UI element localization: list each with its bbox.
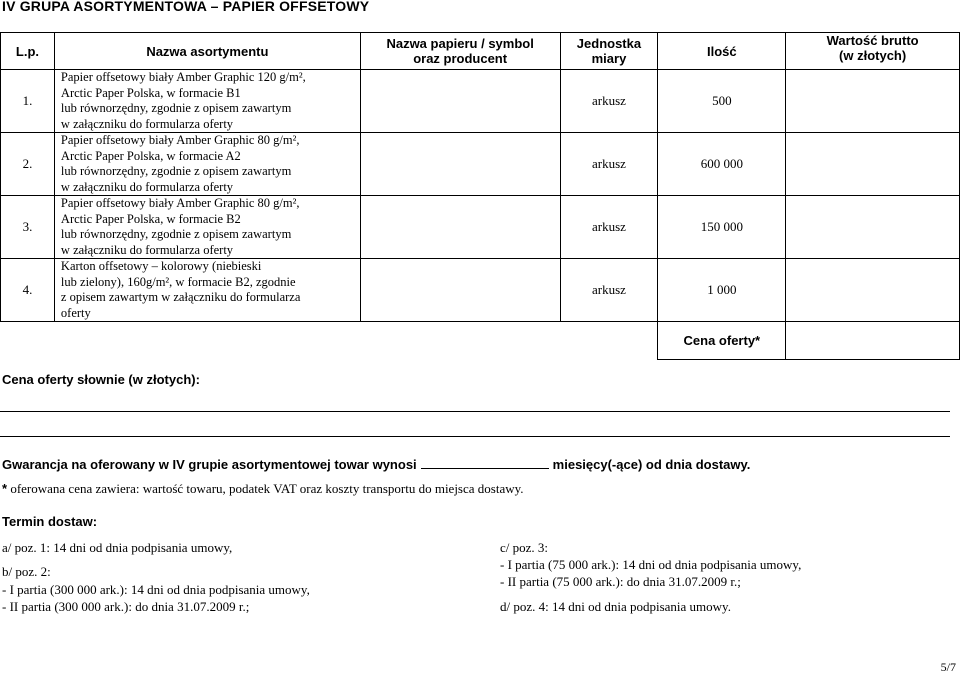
footnote — [2, 481, 524, 497]
delivery-right-item: d/ poz. 4: 14 dni od dnia podpisania umowy. — [500, 599, 731, 614]
row-unit: arkusz — [560, 70, 658, 133]
table-row — [1, 70, 960, 133]
row-qty: 1 000 — [658, 259, 786, 322]
row-name-line: Karton offsetowy – kolorowy (niebieski — [60, 259, 262, 273]
guarantee-text-before: Gwarancja na oferowany w IV grupie asortymentowej towar wynosi — [2, 457, 417, 472]
header-lp: L.p. — [1, 33, 55, 70]
table-row — [1, 259, 960, 322]
section-title: IV GRUPA ASORTYMENTOWA – PAPIER OFFSETOWY — [2, 0, 370, 14]
delivery-left-item: - II partia (300 000 ark.): do dnia 31.07.2009 r.; — [2, 599, 250, 614]
row-paper-cell[interactable] — [360, 133, 560, 196]
row-name-line: Papier offsetowy biały Amber Graphic 120 g/m², — [60, 70, 306, 84]
row-paper-cell[interactable] — [360, 70, 560, 133]
row-name-line: w załączniku do formularza oferty — [60, 116, 234, 131]
total-row — [1, 322, 960, 360]
row-unit: arkusz — [560, 259, 658, 322]
table-row — [1, 133, 960, 196]
row-name-line: Arctic Paper Polska, w formacie B2 — [60, 211, 241, 226]
footnote-star: * — [2, 481, 8, 496]
delivery-right-item: - II partia (75 000 ark.): do dnia 31.07.2009 r.; — [500, 574, 741, 589]
header-value-line2: (w złotych) — [839, 48, 907, 63]
row-name-line: oferty — [60, 305, 91, 320]
row-lp: 3. — [1, 196, 55, 259]
row-name — [54, 196, 360, 259]
table-header-row — [1, 33, 960, 70]
row-value-cell[interactable] — [786, 133, 960, 196]
row-name — [54, 259, 360, 322]
price-in-words-label: Cena oferty słownie (w złotych): — [2, 372, 200, 387]
page-number: 5/7 — [940, 660, 956, 674]
row-value-cell[interactable] — [786, 70, 960, 133]
delivery-left-item: a/ poz. 1: 14 dni od dnia podpisania umowy, — [2, 540, 233, 555]
row-qty: 150 000 — [658, 196, 786, 259]
row-name-line: Arctic Paper Polska, w formacie B1 — [60, 85, 241, 100]
total-value-cell[interactable] — [786, 322, 960, 360]
footnote-text: oferowana cena zawiera: wartość towaru, podatek VAT oraz koszty transportu do miejsca dostawy. — [7, 481, 524, 496]
header-value-line1: Wartość brutto — [826, 33, 919, 48]
header-value — [786, 33, 960, 70]
row-qty: 600 000 — [658, 133, 786, 196]
guarantee-statement — [2, 456, 750, 472]
row-unit: arkusz — [560, 133, 658, 196]
row-paper-cell[interactable] — [360, 259, 560, 322]
guarantee-text-after: miesięcy(-ące) od dnia dostawy. — [552, 457, 751, 472]
header-unit-line2: miary — [591, 51, 627, 66]
header-unit — [560, 33, 658, 70]
row-qty: 500 — [658, 70, 786, 133]
row-name — [54, 70, 360, 133]
price-in-words-line-2[interactable] — [0, 436, 950, 437]
row-name-line: z opisem zawartym w załączniku do formularza — [60, 290, 301, 304]
header-paper-line2: oraz producent — [413, 51, 508, 66]
row-name-line: lub równorzędny, zgodnie z opisem zawartym — [60, 227, 292, 241]
delivery-right-item: - I partia (75 000 ark.): 14 dni od dnia podpisania umowy, — [500, 557, 802, 572]
row-value-cell[interactable] — [786, 259, 960, 322]
row-unit: arkusz — [560, 196, 658, 259]
price-in-words-line-1[interactable] — [0, 411, 950, 412]
row-paper-cell[interactable] — [360, 196, 560, 259]
delivery-left-item: - I partia (300 000 ark.): 14 dni od dnia podpisania umowy, — [2, 582, 310, 597]
row-name-line: w załączniku do formularza oferty — [60, 179, 234, 194]
assortment-table — [0, 32, 960, 360]
guarantee-months-field[interactable] — [421, 456, 549, 469]
delivery-left-item: b/ poz. 2: — [2, 564, 51, 579]
delivery-right-item: c/ poz. 3: — [500, 540, 549, 555]
header-paper — [360, 33, 560, 70]
row-lp: 1. — [1, 70, 55, 133]
row-name-line: Arctic Paper Polska, w formacie A2 — [60, 148, 241, 163]
row-lp: 2. — [1, 133, 55, 196]
row-name-line: Papier offsetowy biały Amber Graphic 80 g/m², — [60, 196, 300, 210]
row-name-line: lub równorzędny, zgodnie z opisem zawartym — [60, 164, 292, 178]
row-name — [54, 133, 360, 196]
header-unit-line1: Jednostka — [576, 36, 642, 51]
header-name: Nazwa asortymentu — [54, 33, 360, 70]
row-name-line: lub równorzędny, zgodnie z opisem zawartym — [60, 101, 292, 115]
total-label: Cena oferty* — [658, 322, 786, 360]
row-name-line: w załączniku do formularza oferty — [60, 242, 234, 257]
row-name-line: lub zielony), 160g/m², w formacie B2, zgodnie — [60, 274, 296, 289]
delivery-heading: Termin dostaw: — [2, 514, 98, 529]
row-lp: 4. — [1, 259, 55, 322]
row-value-cell[interactable] — [786, 196, 960, 259]
header-paper-line1: Nazwa papieru / symbol — [386, 36, 534, 51]
row-name-line: Papier offsetowy biały Amber Graphic 80 g/m², — [60, 133, 300, 147]
header-qty: Ilość — [658, 33, 786, 70]
table-row — [1, 196, 960, 259]
